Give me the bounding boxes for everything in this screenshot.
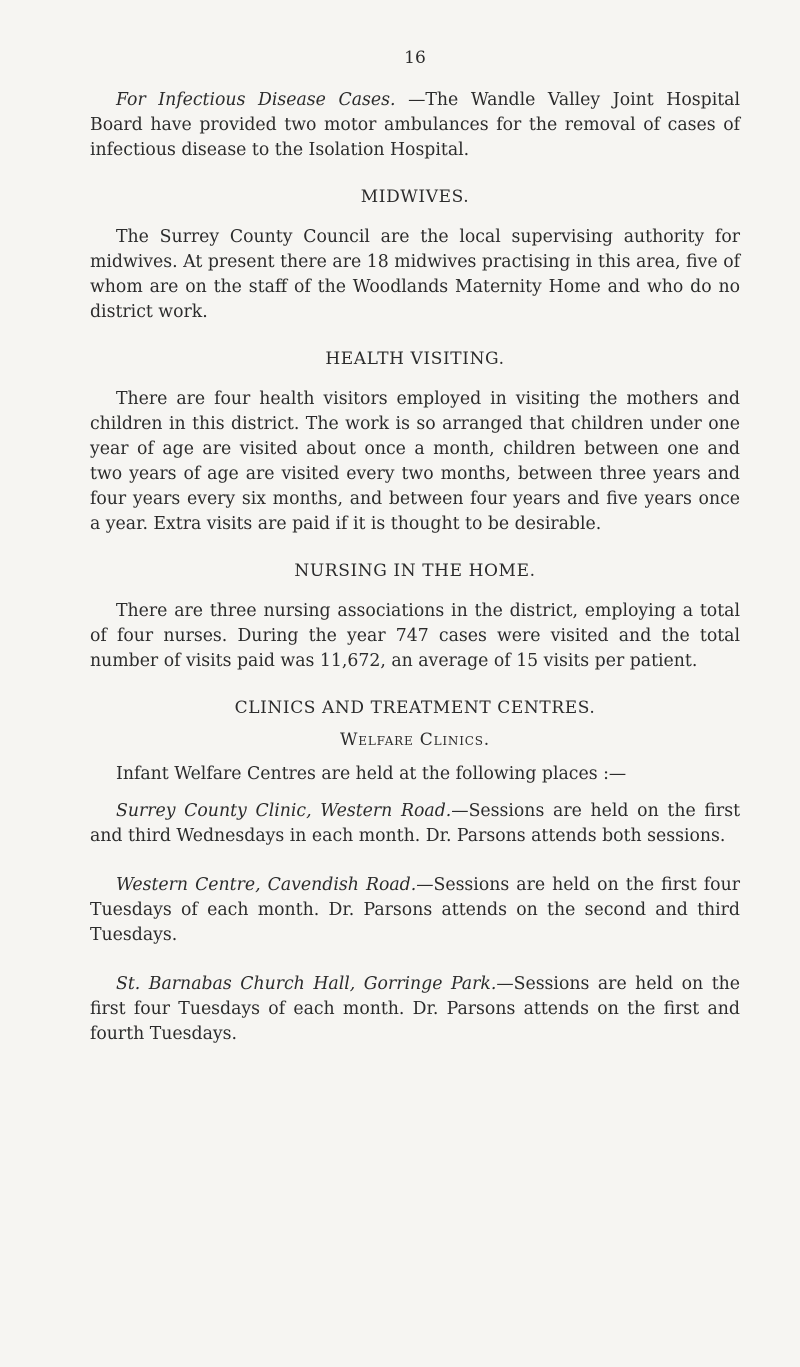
infectious-disease-text: —The Wandle Valley Joint Hospital Board have provided two motor ambulances for the removal of cases of infectious disease to the Isolation Hospital. <box>90 90 740 160</box>
clinic-name: St. Barnabas Church Hall, Gorringe Park. <box>116 974 497 994</box>
infectious-disease-lead: For Infectious Disease Cases. <box>116 90 396 110</box>
nursing-paragraph: There are three nursing associations in the district, employing a total of four nurses. During the year 747 cases were visited and the total number of visits paid was 11,672, an average of 15 visits per patient. <box>90 601 740 671</box>
clinic-details: —Sessions are held on the first and third Wednesdays in each month. Dr. Parsons attends both sessions. <box>90 801 741 846</box>
clinics-intro: Infant Welfare Centres are held at the following places :— <box>116 764 627 784</box>
clinic-item <box>90 972 740 1047</box>
health-visiting-heading: HEALTH VISITING. <box>325 349 505 369</box>
clinic-details: —Sessions are held on the first four Tuesdays of each month. Dr. Parsons attends on the first and fourth Tuesdays. <box>90 974 741 1044</box>
document-page <box>90 48 740 1047</box>
clinic-name: Western Centre, Cavendish Road. <box>116 875 417 895</box>
health-visiting-paragraph: There are four health visitors employed in visiting the mothers and children in this district. The work is so arranged that children under one year of age are visited about once a month, children between one and two years of age are visited every two months, between three years and four years every six months, and between four years and five years once a year. Extra visits are paid if it is thought to be desirable. <box>90 389 740 534</box>
midwives-paragraph: The Surrey County Council are the local supervising authority for midwives. At present there are 18 midwives practising in this area, five of whom are on the staff of the Woodlands Maternity Home and who do no district work. <box>90 227 740 322</box>
clinic-item <box>90 873 740 948</box>
clinic-details: —Sessions are held on the first four Tuesdays of each month. Dr. Parsons attends on the second and third Tuesdays. <box>90 875 740 945</box>
clinic-item <box>90 799 740 849</box>
clinics-heading: CLINICS AND TREATMENT CENTRES. <box>234 698 596 718</box>
nursing-heading: NURSING IN THE HOME. <box>294 561 536 581</box>
welfare-clinics-subheading: Welfare Clinics. <box>340 730 490 750</box>
infectious-disease-paragraph <box>90 88 740 163</box>
midwives-heading: MIDWIVES. <box>360 187 470 207</box>
page-number: 16 <box>404 48 426 68</box>
clinic-name: Surrey County Clinic, Western Road. <box>116 801 452 821</box>
